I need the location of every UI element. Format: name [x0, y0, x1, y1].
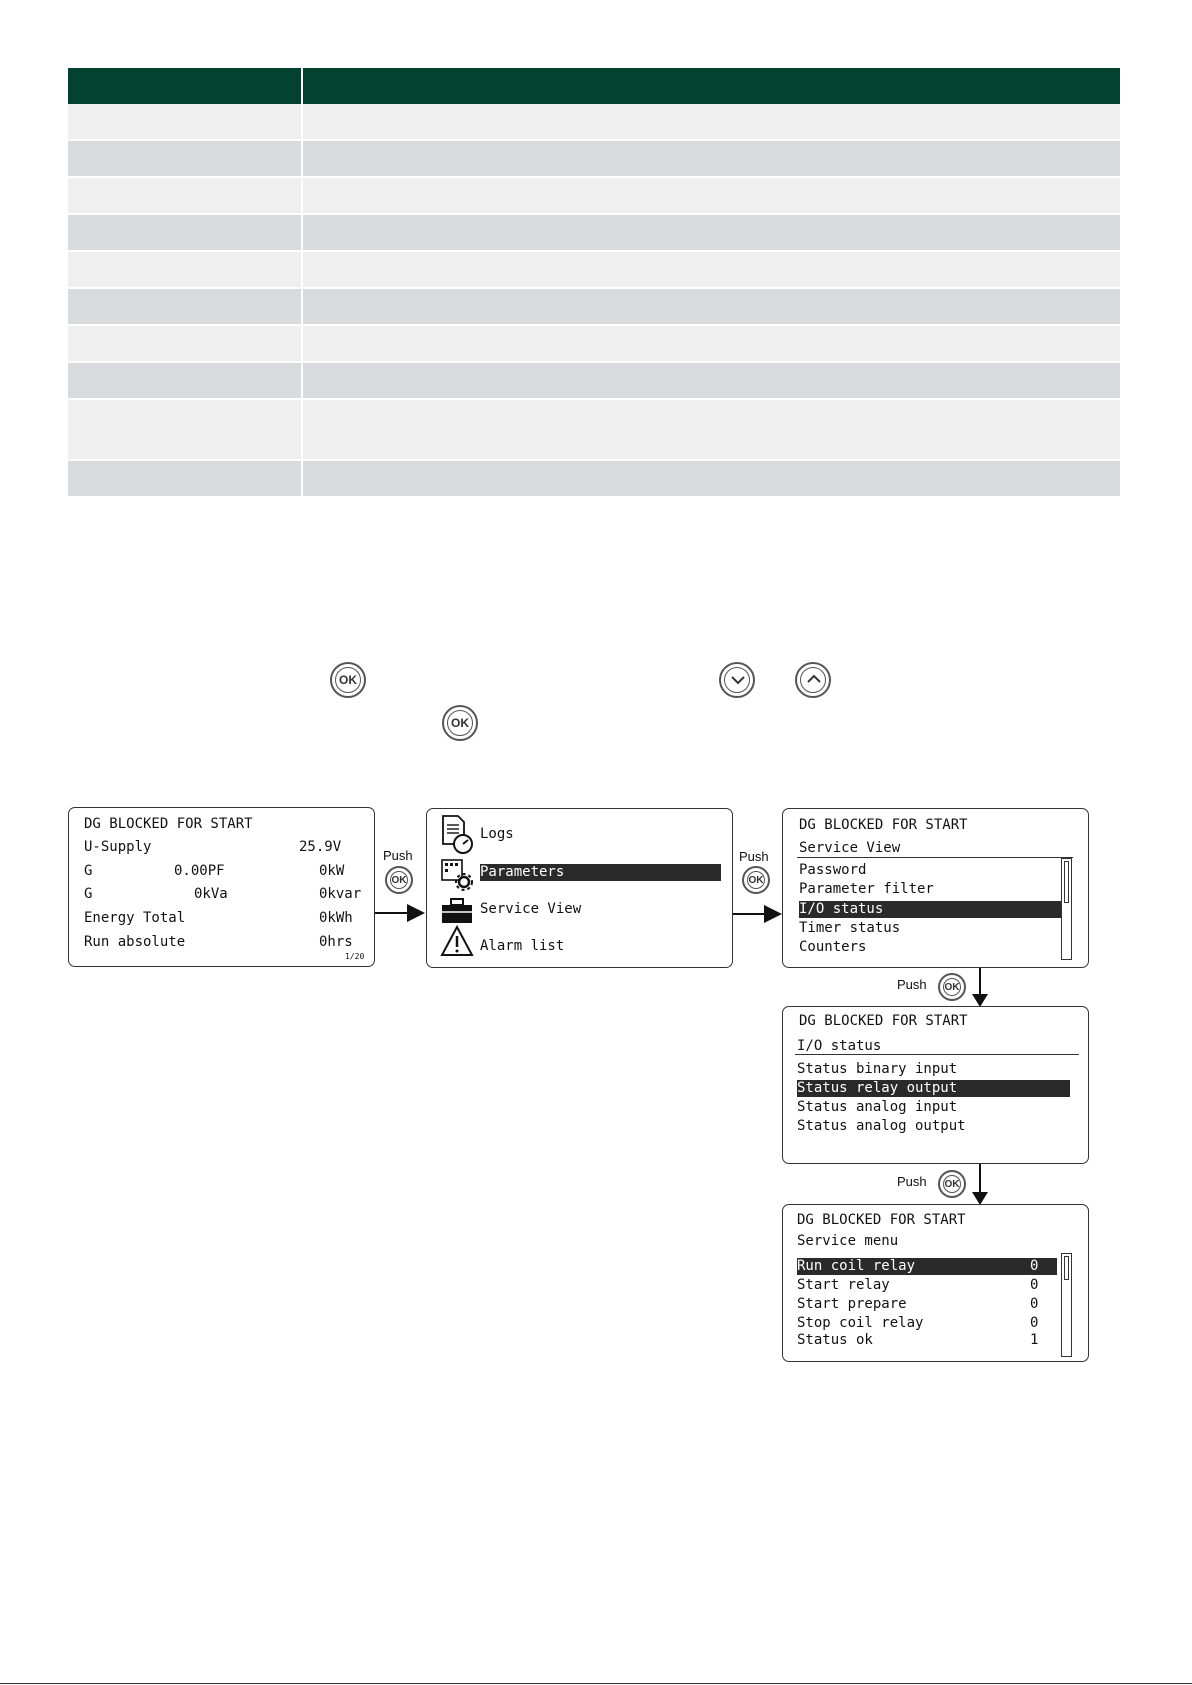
list-item: Timer status [799, 920, 901, 936]
ok-button-icon: OK [330, 662, 366, 698]
info-table [68, 68, 1122, 498]
table-header-cell [302, 68, 1121, 104]
toolbox-icon [440, 897, 474, 925]
list-item-selected: Status relay output [797, 1080, 1070, 1097]
down-button-icon [719, 662, 755, 698]
row-value: 0kWh [319, 910, 353, 926]
table-row [68, 177, 1121, 214]
push-label: Push [739, 849, 769, 864]
list-item: Counters [799, 939, 867, 955]
row-label: Energy Total [84, 910, 186, 926]
list-item: Stop coil relay [797, 1315, 924, 1331]
flow-arrow [979, 1164, 981, 1194]
list-item: Status binary input [797, 1061, 958, 1077]
parameters-icon [440, 858, 474, 892]
list-item: Status analog input [797, 1099, 958, 1115]
logs-icon [440, 814, 474, 854]
push-label: Push [383, 848, 413, 863]
flow-arrow-head [407, 904, 425, 922]
row-value: 1 [1030, 1332, 1039, 1348]
up-button-icon [795, 662, 831, 698]
table-row [68, 288, 1121, 325]
page-bottom-rule [0, 1683, 1192, 1684]
row-mid: 0kVa [194, 886, 228, 902]
screen-subtitle: Service View [799, 840, 901, 856]
row-mid: 0.00PF [174, 863, 225, 879]
screen-title: DG BLOCKED FOR START [84, 816, 253, 832]
list-item: Password [799, 862, 867, 878]
row-value: 0 [1030, 1258, 1039, 1274]
list-item: Status ok [797, 1332, 873, 1348]
table-row [68, 140, 1121, 177]
screen-io-status [782, 1006, 1089, 1164]
row-value: 0kvar [319, 886, 362, 902]
table-row [68, 104, 1121, 140]
ok-button-icon: OK [442, 705, 478, 741]
list-item-selected: I/O status [799, 901, 1061, 918]
ok-button-icon: OK [938, 1170, 966, 1198]
table-header-cell [68, 68, 302, 104]
row-label: G [84, 886, 93, 902]
row-label: Run absolute [84, 934, 186, 950]
list-item: Start prepare [797, 1296, 907, 1312]
row-value: 0 [1030, 1315, 1039, 1331]
screen-main-menu [426, 808, 733, 968]
table-row [68, 399, 1121, 460]
screen-subtitle: Service menu [797, 1233, 899, 1249]
table-row [68, 325, 1121, 362]
list-item: Status analog output [797, 1118, 966, 1134]
ok-button-icon: OK [742, 866, 770, 894]
row-label: U-Supply [84, 839, 152, 855]
page-indicator: 1/20 [345, 952, 365, 961]
divider [795, 1054, 1079, 1055]
table-row [68, 362, 1121, 399]
row-value: 0 [1030, 1296, 1039, 1312]
flow-arrow [375, 912, 409, 914]
flow-arrow [979, 968, 981, 996]
list-item: Start relay [797, 1277, 890, 1293]
row-value: 25.9V [299, 839, 342, 855]
table-row [68, 214, 1121, 251]
ok-button-icon: OK [938, 973, 966, 1001]
screen-service-menu [782, 1204, 1089, 1362]
row-value: 0hrs [319, 934, 353, 950]
flow-arrow [733, 913, 765, 915]
table-row [68, 460, 1121, 497]
screen-title: DG BLOCKED FOR START [799, 1013, 968, 1029]
ok-button-icon: OK [385, 866, 413, 894]
divider [797, 857, 1073, 858]
row-value: 0kW [319, 863, 345, 879]
flow-arrow-head [764, 905, 782, 923]
screen-main-display [68, 807, 375, 967]
screen-title: DG BLOCKED FOR START [799, 817, 968, 833]
menu-item-label-selected: Parameters [480, 864, 721, 881]
warning-icon [440, 925, 474, 957]
list-item: Parameter filter [799, 881, 934, 897]
row-label: G [84, 863, 93, 879]
row-value: 0 [1030, 1277, 1039, 1293]
scrollbar [1061, 1253, 1072, 1357]
menu-item-label: Service View [480, 901, 582, 917]
scrollbar [1061, 858, 1072, 960]
list-item-selected: Run coil relay [797, 1258, 1057, 1275]
push-label: Push [897, 977, 927, 992]
screen-subtitle: I/O status [797, 1038, 882, 1054]
table-row [68, 251, 1121, 288]
screen-title: DG BLOCKED FOR START [797, 1212, 966, 1228]
screen-service-view [782, 808, 1089, 968]
menu-item-label: Alarm list [480, 938, 565, 954]
push-label: Push [897, 1174, 927, 1189]
menu-item-label: Logs [480, 826, 514, 842]
